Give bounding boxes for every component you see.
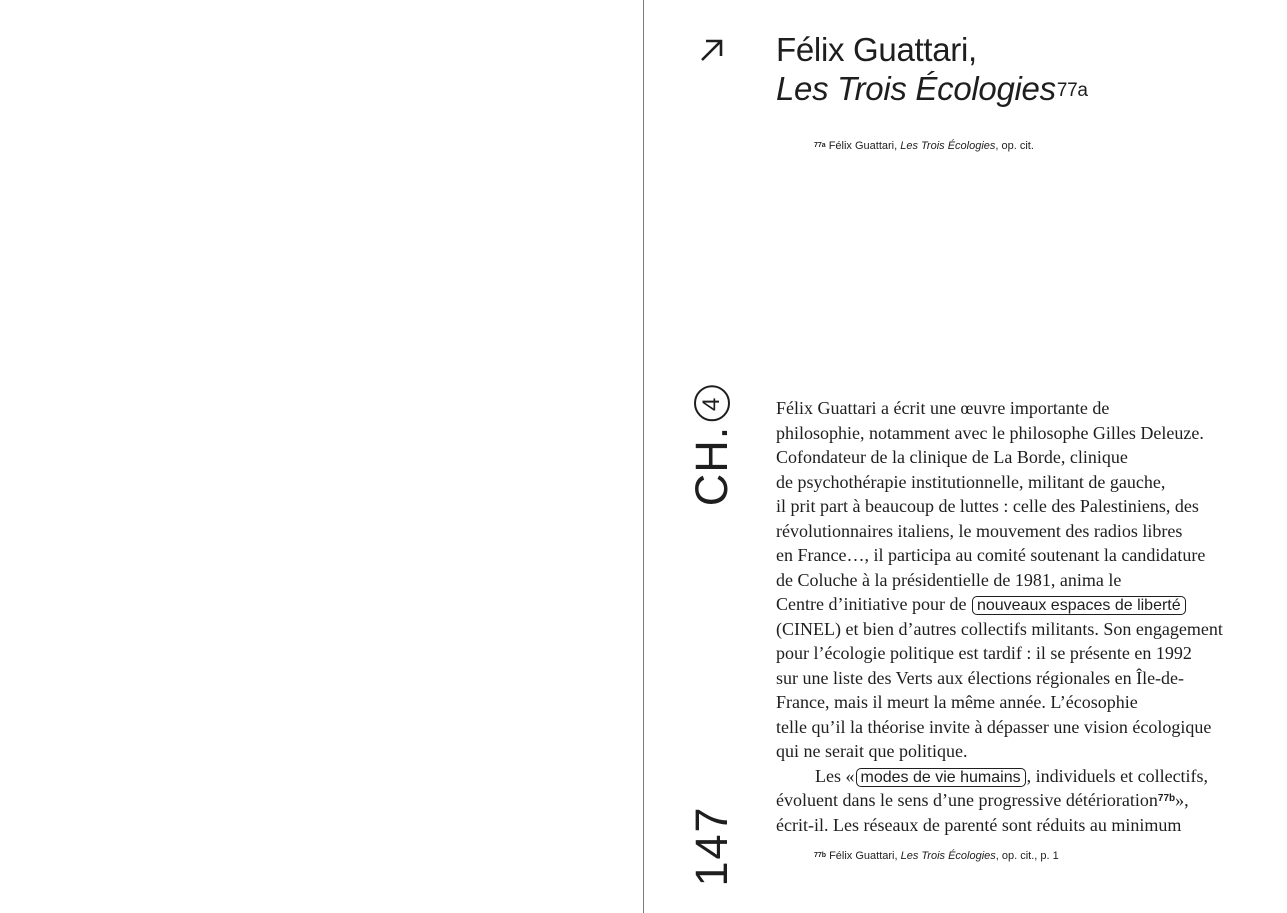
page-number-text: 147	[686, 805, 737, 887]
text-fragment: Les «	[815, 765, 855, 786]
glossary-term-modes-de-vie[interactable]: modes de vie humains	[856, 768, 1026, 787]
footnote-rest: , op. cit.	[995, 140, 1034, 152]
chapter-label: CH.	[686, 425, 737, 507]
text-line: Cofondateur de la clinique de La Borde, clinique	[776, 447, 1128, 467]
footnote-marker: 77b	[814, 852, 827, 859]
text-line: pour l’écologie politique est tardif : il se présente en 1992	[776, 643, 1192, 663]
title-footnote-ref[interactable]: 77a	[1056, 80, 1088, 101]
text-line: de Coluche à la présidentielle de 1981, anima le	[776, 569, 1122, 590]
footnote-author: Félix Guattari,	[829, 850, 898, 862]
text-fragment: , individuels et collectifs,	[1026, 765, 1209, 786]
footnote-77a	[814, 139, 1034, 153]
text-line: Félix Guattari a écrit une œuvre importante de	[776, 398, 1110, 418]
text-line	[776, 788, 1256, 813]
footnote-work: Les Trois Écologies	[900, 850, 996, 862]
text-line	[776, 592, 1256, 617]
text-fragment: »,	[1175, 790, 1189, 810]
text-line: qui ne serait que politique.	[776, 741, 968, 761]
arrow-up-right-icon	[698, 36, 726, 64]
footnote-77b	[814, 849, 1059, 863]
text-fragment: Centre d’initiative pour de	[776, 594, 967, 614]
text-line: il prit part à beaucoup de luttes : celle des Palestiniens, des	[776, 496, 1199, 516]
text-line: révolutionnaires italiens, le mouvement des radios libres	[776, 520, 1183, 541]
page-title	[776, 30, 1088, 108]
glossary-term-nouveaux-espaces[interactable]: nouveaux espaces de liberté	[972, 596, 1186, 615]
title-author: Félix Guattari,	[776, 31, 977, 68]
text-line: (CINEL) et bien d’autres collectifs militants. Son engagement	[776, 618, 1223, 639]
page-gutter-divider	[643, 0, 644, 913]
text-line	[776, 764, 1256, 789]
footnote-author: Félix Guattari,	[828, 140, 898, 152]
footnote-ref-77b[interactable]: 77b	[1157, 793, 1176, 804]
text-line: France, mais il meurt la même année. L’écosophie	[776, 692, 1138, 712]
text-line: philosophie, notamment avec le philosophe Gilles Deleuze.	[776, 422, 1204, 443]
text-fragment: évoluent dans le sens d’une progressive détérioration	[776, 790, 1158, 810]
text-line: sur une liste des Verts aux élections régionales en Île-de-	[776, 667, 1185, 688]
text-line: telle qu’il la théorise invite à dépasser une vision écologique	[776, 716, 1212, 737]
footnote-marker: 77a	[814, 142, 826, 149]
text-line: de psychothérapie institutionnelle, militant de gauche,	[776, 471, 1166, 492]
left-blank-page	[0, 0, 643, 913]
footnote-work: Les Trois Écologies	[900, 140, 996, 152]
title-work: Les Trois Écologies	[776, 70, 1056, 107]
text-line: en France…, il participa au comité soutenant la candidature	[776, 545, 1206, 565]
chapter-number-circle: 4	[694, 386, 730, 422]
footnote-rest: , op. cit., p. 1	[995, 850, 1059, 862]
body-text	[776, 396, 1256, 837]
text-line: écrit-il. Les réseaux de parenté sont réduits au minimum	[776, 814, 1182, 835]
